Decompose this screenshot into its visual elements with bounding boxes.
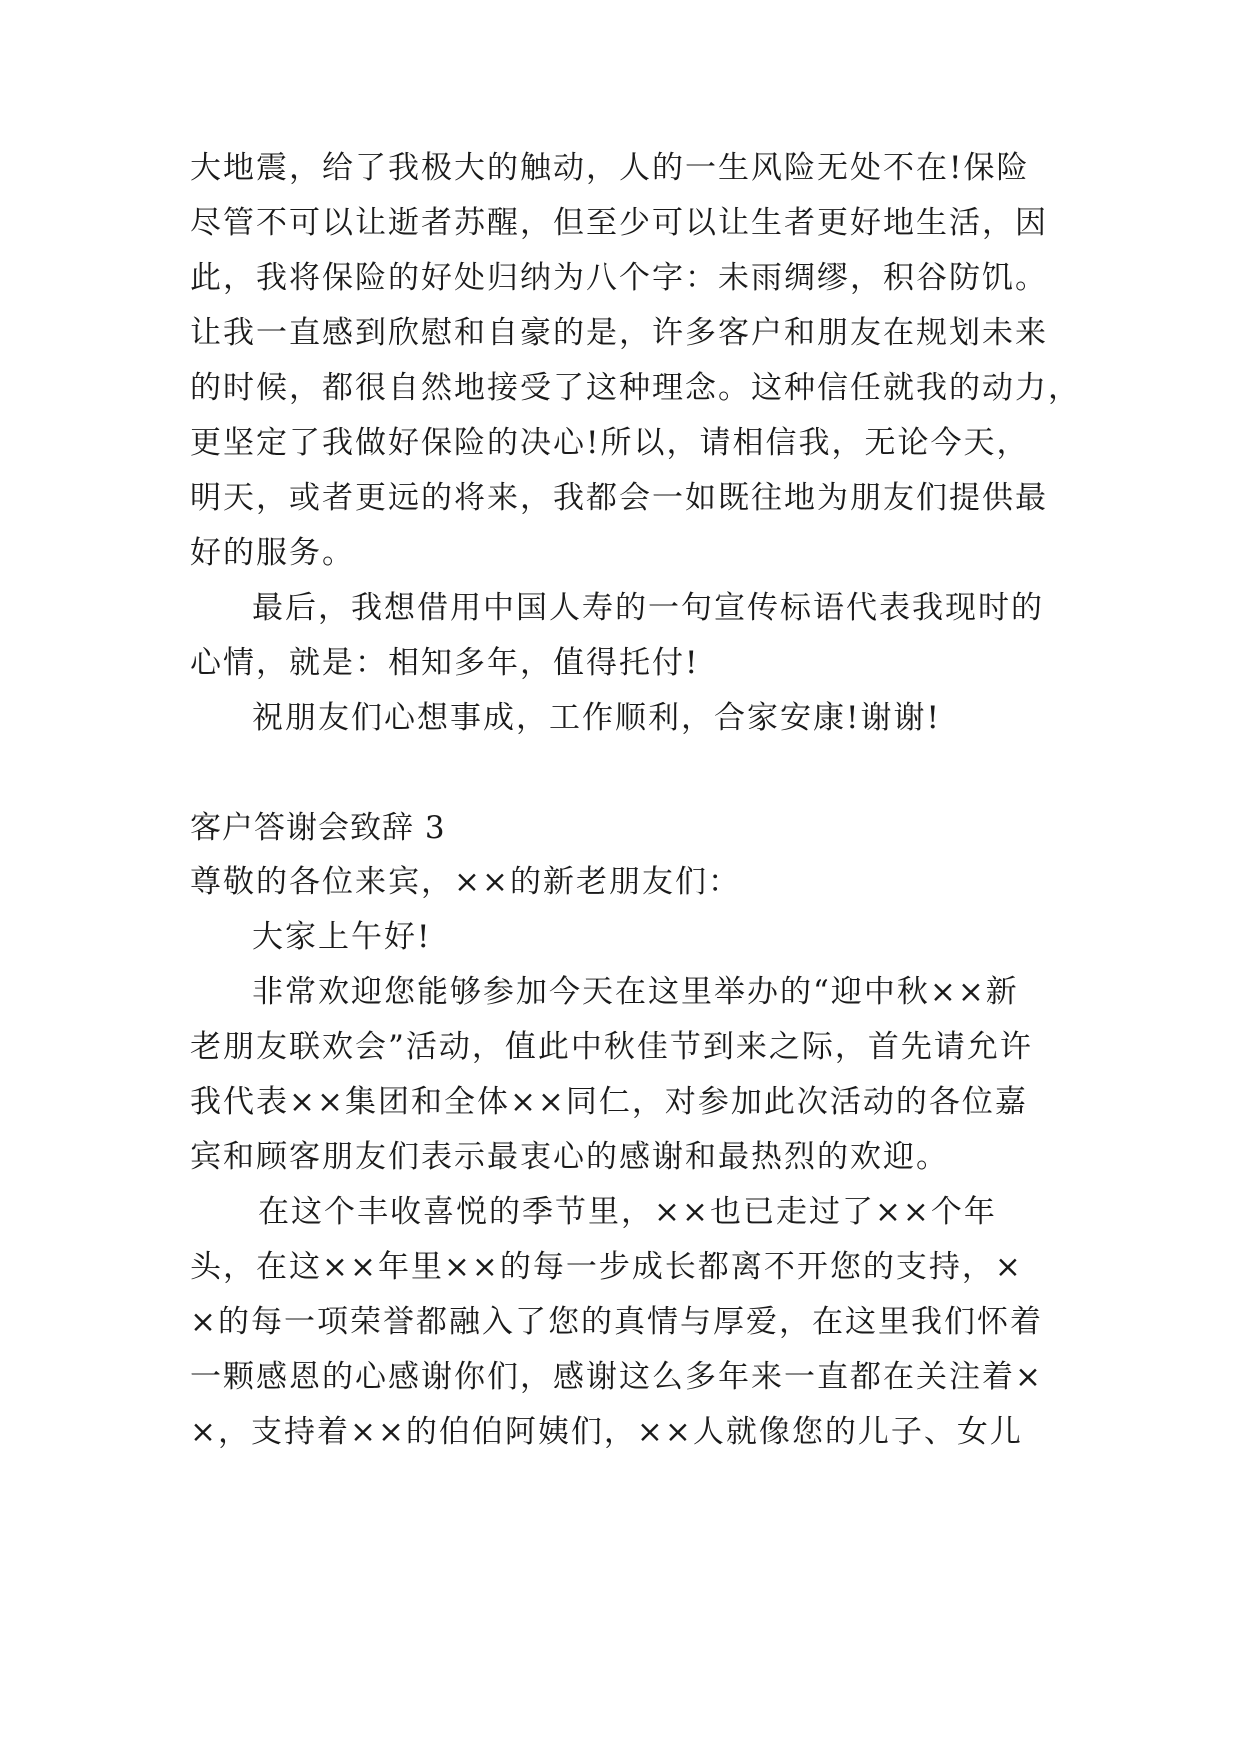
paragraph-line: 头，在这××年里××的每一步成长都离不开您的支持，× xyxy=(190,1249,1023,1285)
closing-line: 心情，就是：相知多年，值得托付! xyxy=(190,645,700,681)
paragraph-line: 我代表××集团和全体××同仁，对参加此次活动的各位嘉 xyxy=(190,1084,1028,1120)
salutation: 尊敬的各位来宾，××的新老朋友们： xyxy=(190,864,741,900)
paragraph-line: 一颗感恩的心感谢你们，感谢这么多年来一直都在关注着× xyxy=(190,1359,1043,1395)
paragraph-line: 大地震，给了我极大的触动，人的一生风险无处不在!保险 xyxy=(190,150,1030,186)
paragraph-line: 更坚定了我做好保险的决心!所以，请相信我，无论今天， xyxy=(190,425,1030,461)
paragraph-line: 让我一直感到欣慰和自豪的是，许多客户和朋友在规划未来 xyxy=(190,315,1048,351)
paragraph-line: 非常欢迎您能够参加今天在这里举办的“迎中秋××新 xyxy=(252,974,1019,1010)
paragraph-line: ×的每一项荣誉都融入了您的真情与厚爱，在这里我们怀着 xyxy=(190,1304,1043,1340)
paragraph-line: 宾和顾客朋友们表示最衷心的感谢和最热烈的欢迎。 xyxy=(190,1139,949,1175)
section-title: 客户答谢会致辞 3 xyxy=(190,810,446,846)
paragraph-line: 老朋友联欢会”活动，值此中秋佳节到来之际，首先请允许 xyxy=(190,1029,1033,1065)
paragraph-line: 好的服务。 xyxy=(190,535,355,571)
closing-wish: 祝朋友们心想事成，工作顺利，合家安康!谢谢! xyxy=(252,700,941,736)
paragraph-line: 尽管不可以让逝者苏醒，但至少可以让生者更好地生活，因 xyxy=(190,205,1048,241)
paragraph-line: 在这个丰收喜悦的季节里，××也已走过了××个年 xyxy=(258,1194,997,1230)
paragraph-line: 的时候，都很自然地接受了这种理念。这种信任就我的动力， xyxy=(190,370,1081,406)
closing-line: 最后，我想借用中国人寿的一句宣传标语代表我现时的 xyxy=(252,590,1044,626)
paragraph-line: 明天，或者更远的将来，我都会一如既往地为朋友们提供最 xyxy=(190,480,1048,516)
paragraph-line: ×，支持着××的伯伯阿姨们，××人就像您的儿子、女儿 xyxy=(190,1414,1023,1450)
greeting: 大家上午好! xyxy=(252,919,432,955)
paragraph-line: 此，我将保险的好处归纳为八个字：未雨绸缪，积谷防饥。 xyxy=(190,260,1048,296)
